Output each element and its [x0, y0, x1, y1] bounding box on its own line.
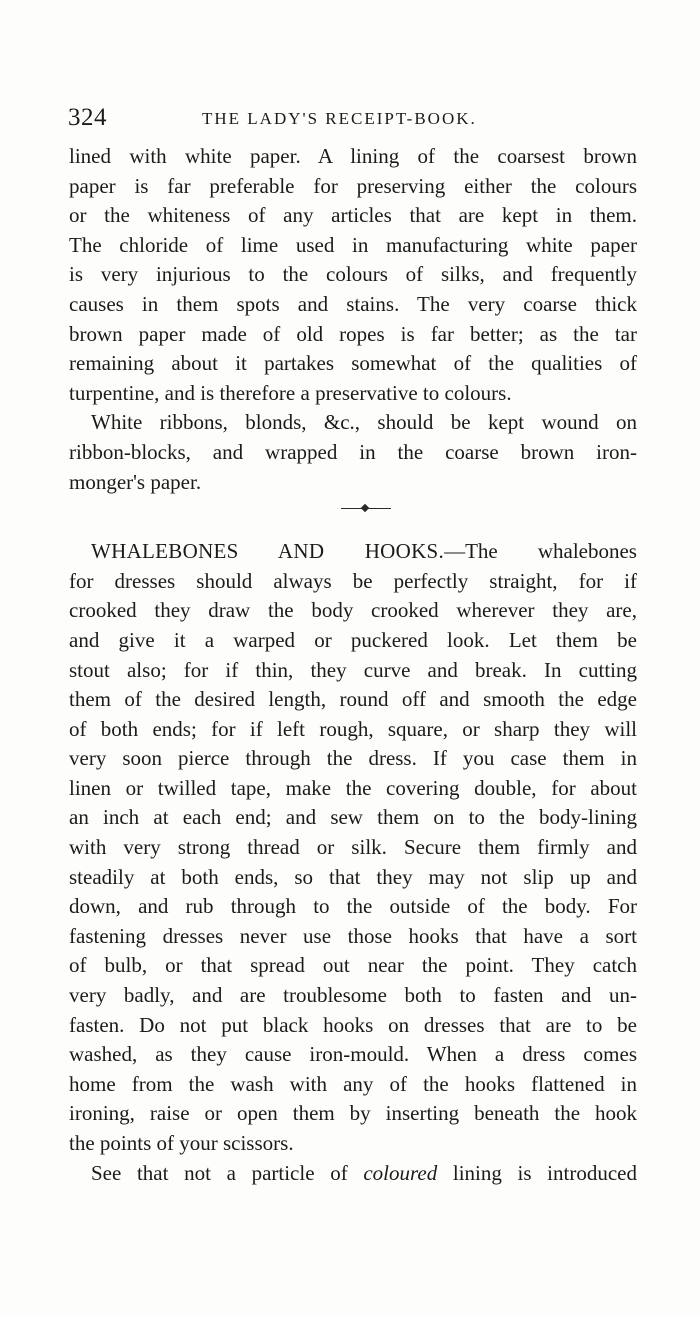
page-header [68, 104, 648, 134]
section-first-line [69, 537, 637, 567]
section-heading-continuation: —The whalebones [444, 539, 637, 564]
text-line: White ribbons, blonds, &c., should be kept wound on [91, 410, 637, 435]
divider-ornament [361, 504, 369, 512]
text-line: remaining about it partakes somewhat of the qualities of [69, 351, 637, 376]
text-line: home from the wash with any of the hooks flattened in [69, 1071, 637, 1096]
text-line: The chloride of lime used in manufacturing white paper [69, 232, 637, 257]
text-line: ironing, raise or open them by inserting beneath the hook [69, 1101, 637, 1126]
paragraph-chloride [69, 142, 637, 408]
paragraph-ribbons [69, 408, 637, 497]
section-divider [69, 497, 637, 537]
page-body [69, 142, 637, 1188]
text-line: of both ends; for if left rough, square, or sharp they will [69, 716, 637, 741]
text-line: or the whiteness of any articles that are kept in them. [69, 203, 637, 228]
running-title: THE LADY'S RECEIPT-BOOK. [202, 109, 477, 128]
text-line: down, and rub through to the outside of the body. For [69, 894, 637, 919]
text-line: lined with white paper. A lining of the coarsest brown [69, 144, 637, 168]
text-line: causes in them spots and stains. The very coarse thick [69, 291, 637, 316]
text-line: fastening dresses never use those hooks that have a sort [69, 923, 637, 948]
text-line: stout also; for if thin, they curve and break. In cutting [69, 657, 637, 682]
text-line: linen or twilled tape, make the covering double, for about [69, 775, 637, 800]
text-line: the points of your scissors. [69, 1131, 294, 1155]
text-line: brown paper made of old ropes is far better; as the tar [69, 321, 637, 346]
text-line: is very injurious to the colours of silks, and frequently [69, 262, 637, 287]
text-line: very badly, and are troublesome both to fasten and un- [69, 983, 637, 1008]
text-line: washed, as they cause iron-mould. When a dress comes [69, 1042, 637, 1067]
text-line: turpentine, and is therefore a preservative to colours. [69, 380, 512, 405]
text-run: lining is introduced [437, 1160, 637, 1185]
text-line: very soon pierce through the dress. If you case them in [69, 746, 637, 771]
page-number: 324 [68, 104, 107, 131]
italic-word: coloured [363, 1160, 438, 1185]
text-line: monger's paper. [69, 469, 202, 494]
text-run: See that not a particle of [91, 1160, 364, 1185]
text-line: and give it a warped or puckered look. Let them be [69, 627, 637, 652]
text-line: paper is far preferable for preserving either the colours [69, 173, 637, 198]
paragraph-coloured-lining [69, 1159, 637, 1189]
text-line: steadily at both ends, so that they may not slip up and [69, 864, 637, 889]
text-line: of bulb, or that spread out near the point. They catch [69, 953, 637, 978]
text-line: for dresses should always be perfectly straight, for if [69, 568, 637, 593]
text-line: ribbon-blocks, and wrapped in the coarse brown iron- [69, 439, 637, 464]
section-whalebones [69, 537, 637, 1158]
text-line: with very strong thread or silk. Secure them firmly and [69, 835, 637, 860]
text-line: them of the desired length, round off and smooth the edge [69, 687, 637, 712]
section-heading: WHALEBONES AND HOOKS. [91, 539, 445, 564]
text-line: fasten. Do not put black hooks on dresses that are to be [69, 1012, 637, 1037]
text-line: crooked they draw the body crooked wherever they are, [69, 598, 637, 623]
text-line: an inch at each end; and sew them on to the body-lining [69, 805, 637, 830]
